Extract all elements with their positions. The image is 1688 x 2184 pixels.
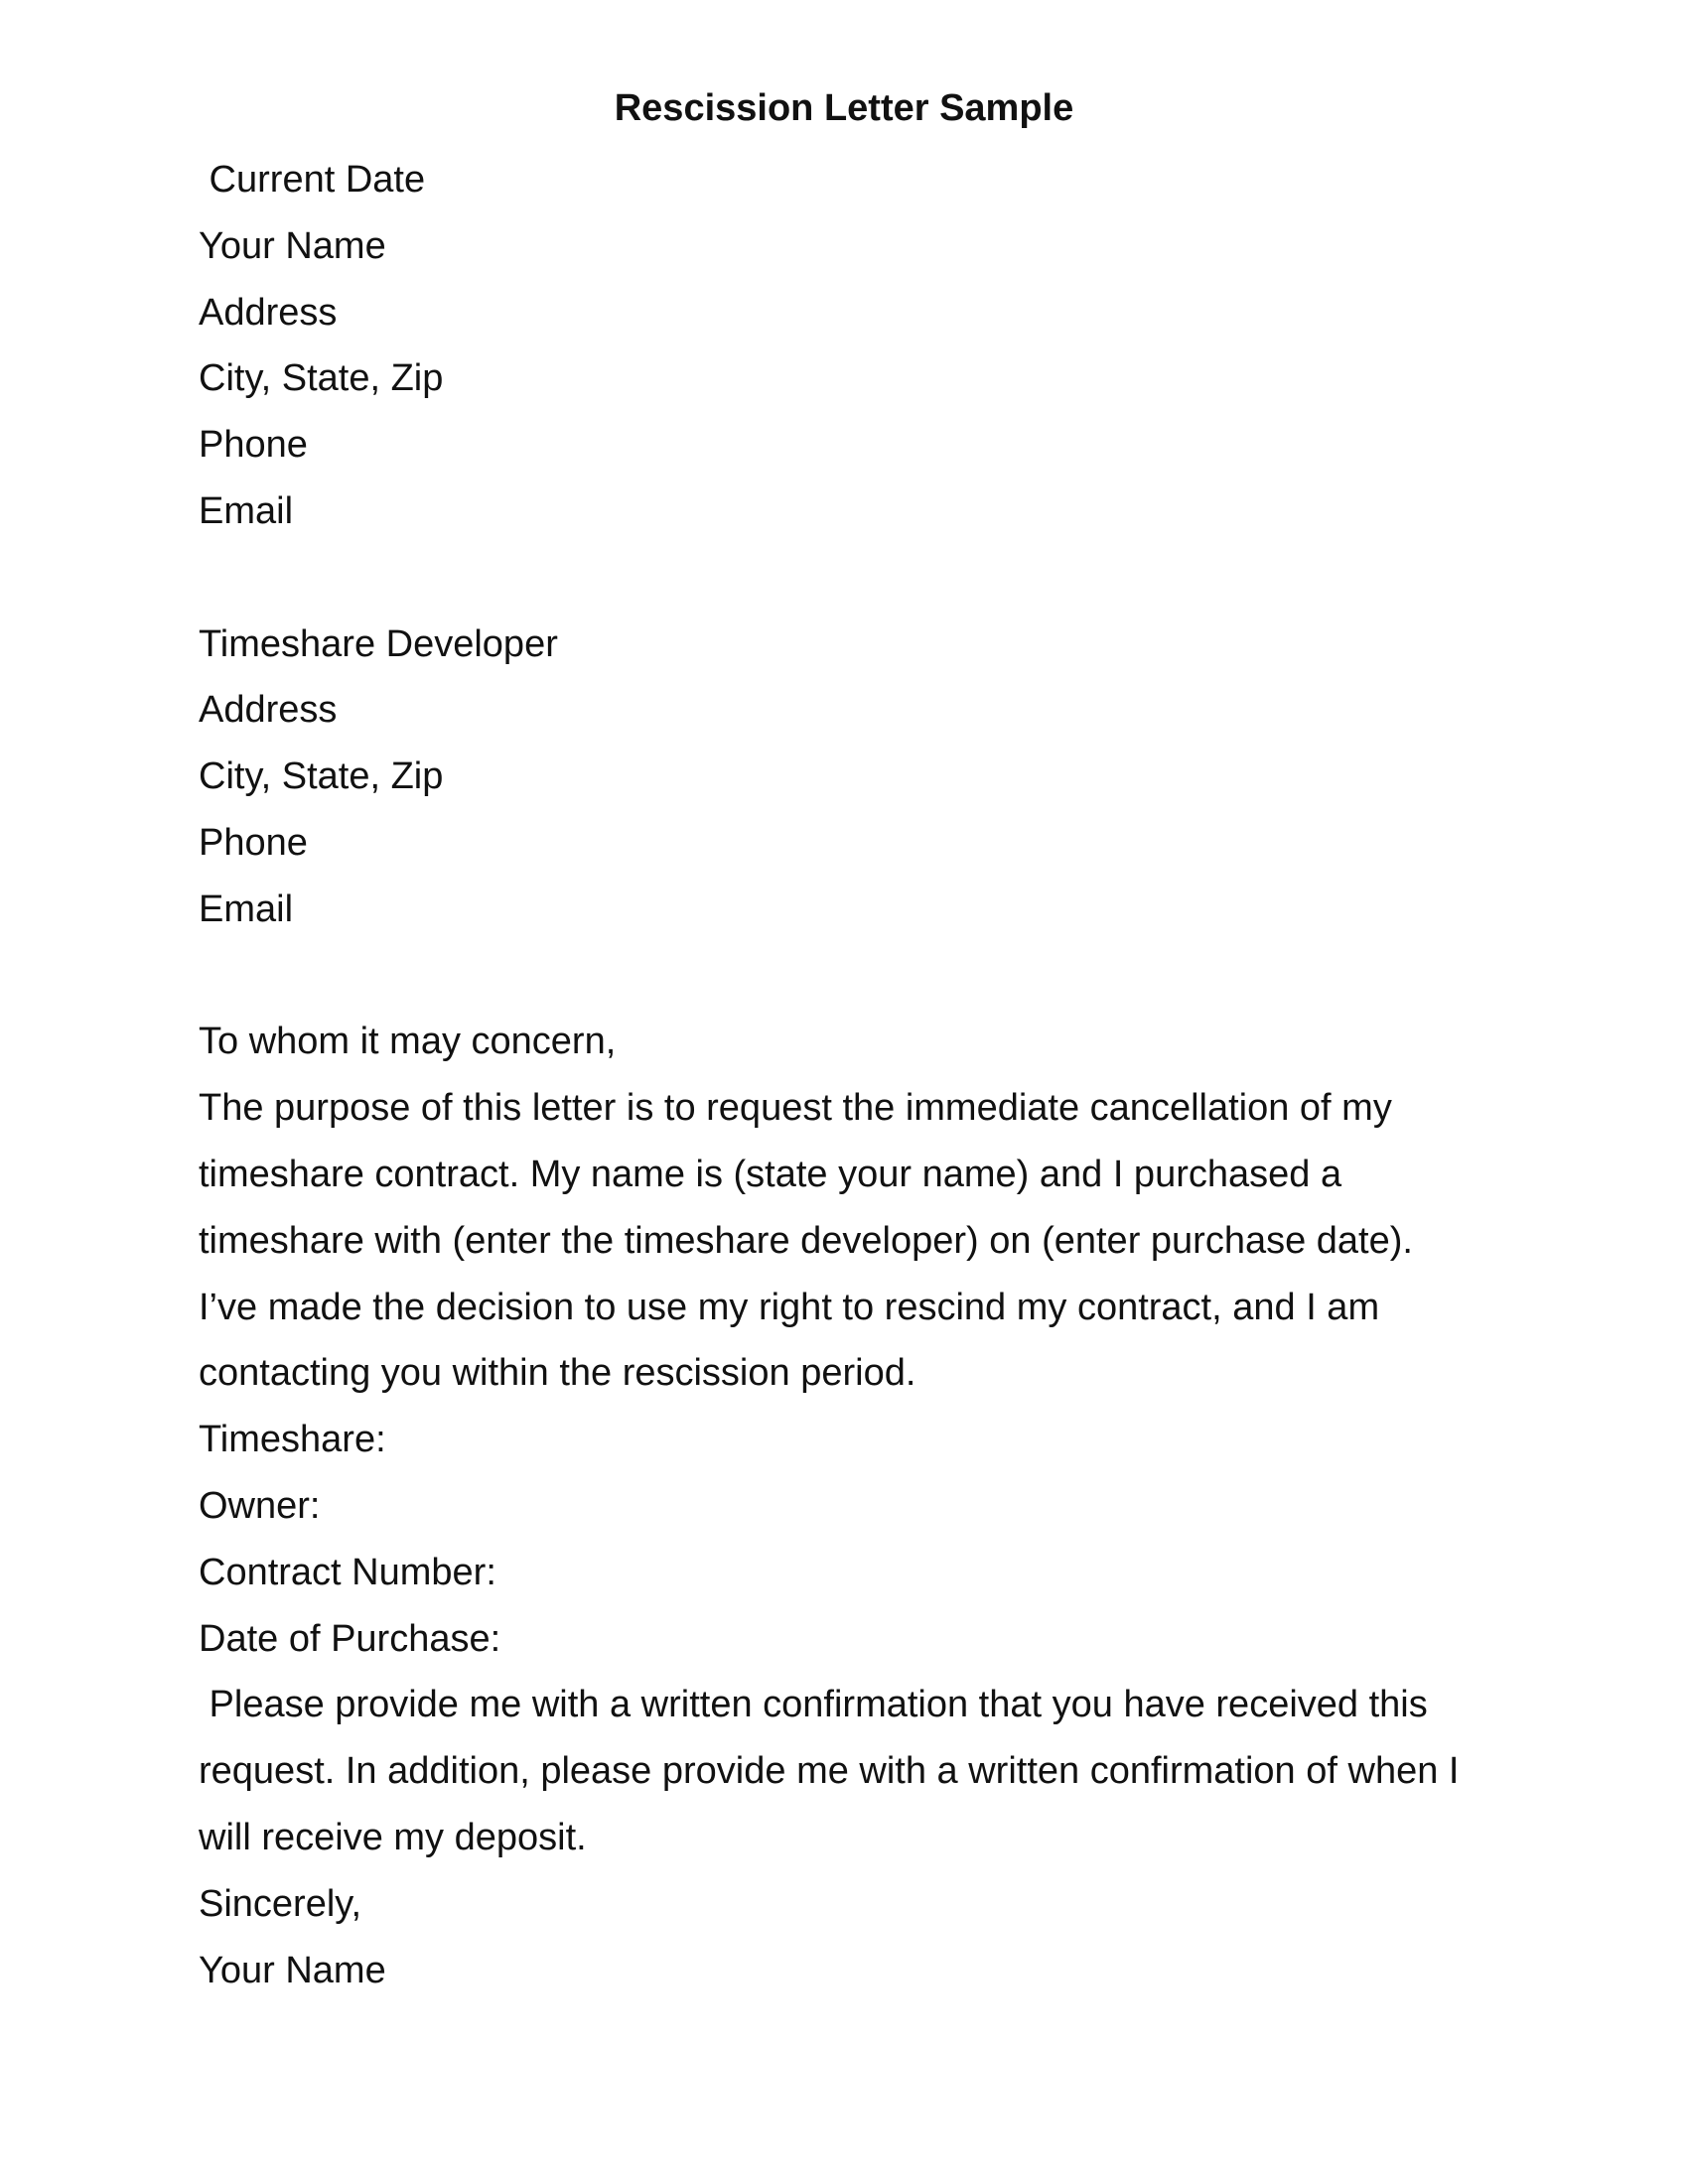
sender-name: Your Name [199,224,386,267]
field-owner: Owner: [199,1484,321,1527]
sender-phone: Phone [199,424,308,467]
sender-current-date: Current Date [199,159,426,201]
field-contract-number: Contract Number: [199,1551,496,1593]
document-title: Rescission Letter Sample [614,87,1074,129]
letter-body [199,147,1529,2003]
signature-name: Your Name [199,1949,386,1991]
field-timeshare: Timeshare: [199,1419,386,1461]
contract-fields [199,1407,1529,1672]
paragraph-line: timeshare contract. My name is (state your name) and I purchased a [199,1153,1342,1195]
closing: Sincerely, [199,1882,362,1925]
paragraph-line: I’ve made the decision to use my right to rescind my contract, and I am [199,1286,1380,1328]
recipient-block [199,612,1529,943]
paragraph-line: will receive my deposit. [199,1816,587,1858]
paragraph-line: contacting you within the rescission period. [199,1352,916,1395]
sender-block [199,147,1529,545]
paragraph-line: The purpose of this letter is to request the immediate cancellation of my [199,1087,1392,1130]
sender-email: Email [199,489,294,532]
paragraph-line: request. In addition, please provide me with a written confirmation of when I [199,1750,1460,1793]
sender-address: Address [199,291,338,334]
spacer [199,943,1529,1010]
recipient-email: Email [199,887,294,930]
field-date-of-purchase: Date of Purchase: [199,1617,501,1660]
paragraph-request [199,1075,1529,1407]
sender-city-state-zip: City, State, Zip [199,357,444,400]
recipient-address: Address [199,689,338,732]
recipient-city-state-zip: City, State, Zip [199,755,444,798]
paragraph-confirmation [199,1672,1529,1870]
spacer [199,545,1529,612]
recipient-name: Timeshare Developer [199,622,558,665]
salutation: To whom it may concern, [199,1021,617,1063]
paragraph-line: Please provide me with a written confirmation that you have received this [199,1684,1428,1726]
paragraph-line: timeshare with (enter the timeshare developer) on (enter purchase date). [199,1219,1413,1262]
recipient-phone: Phone [199,821,308,864]
